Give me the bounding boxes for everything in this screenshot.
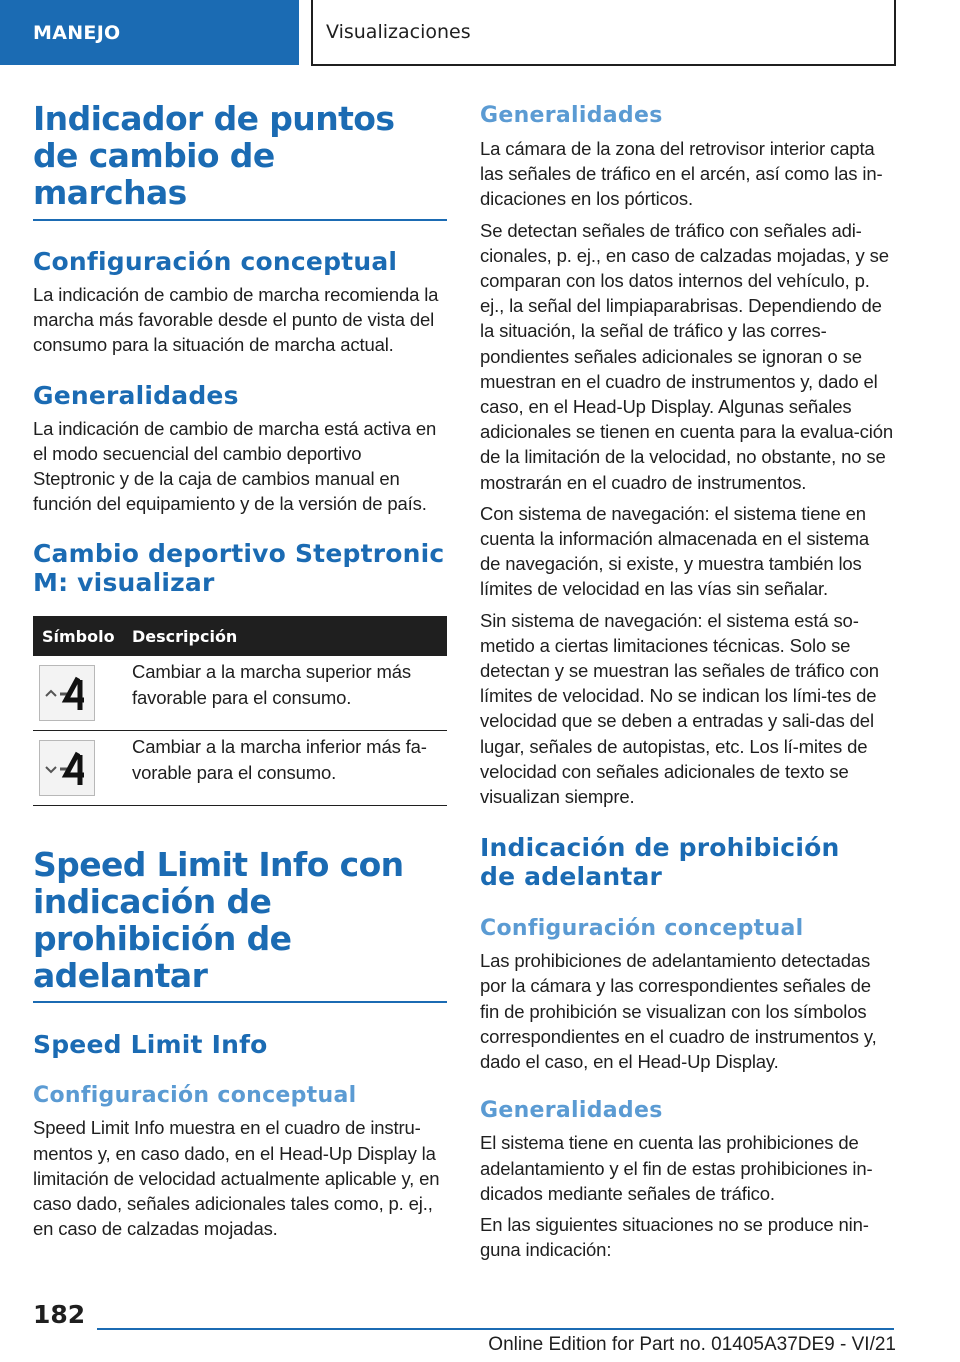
heading-steptronic: Cambio deportivo Steptronic M: visualizar <box>33 539 445 598</box>
paragraph-signs-detection: Se detectan señales de tráfico con señales adi-cionales, p. ej., en caso de calzadas mojadas, y se comparan con los datos internos del vehículo, p. ej., la señal del limpiaparabrisas. Dependiendo de la situación, la señal de tráfico y las corres-pondientes señales adicionales se ignoran o se muestran en el cuadro de instrumentos y, dado el caso, en el Head-Up Display. Algunas señales adicionales se tienen en cuenta para la evalua-ción de la limitación de la velocidad, no obstante, no se mostrarán en el cuadro de instrumentos. <box>480 219 893 493</box>
symbol-cell <box>33 731 132 805</box>
heading-speed-limit-info: Speed Limit Info con indicación de prohibición de adelantar <box>33 845 404 996</box>
subheading-general: Generalidades <box>480 1098 663 1124</box>
description-cell <box>132 656 447 730</box>
subheading-general: Generalidades <box>480 103 663 128</box>
gear-up-indicator-icon <box>39 665 95 721</box>
symbol-cell <box>33 656 132 730</box>
left-column <box>33 100 447 1241</box>
paragraph-general: La indicación de cambio de marcha está activa en el modo secuencial del cambio deportivo Steptronic y de la caja de cambios manual en función del equipamiento y de la versión de país. <box>33 417 437 515</box>
page-number: 182 <box>33 1300 86 1329</box>
symbol-description: Cambiar a la marcha inferior más fa-vorable para el consumo. <box>132 736 427 783</box>
footer-rule <box>97 1328 894 1330</box>
right-column <box>480 100 894 1262</box>
heading-concept: Configuración conceptual <box>33 247 398 276</box>
column-header-description: Descripción <box>132 626 238 646</box>
heading-general: Generalidades <box>33 380 239 410</box>
paragraph-concept: La indicación de cambio de marcha recomienda la marcha más favorable desde el punto de vista del consumo para la situación de marcha actual. <box>33 284 439 356</box>
table-row <box>33 656 447 731</box>
gear-down-indicator-icon <box>39 740 95 796</box>
paragraph-speed-limit-concept: Speed Limit Info muestra en el cuadro de instru-mentos y, en caso dado, en el Head-Up Display la limitación de velocidad actualmente aplicable y, en caso dado, señales adicionales tales como, p. ej., en caso de calzadas mojadas. <box>33 1117 440 1240</box>
footer-edition: Online Edition for Part no. 01405A37DE9 - VI/21 <box>488 1334 896 1355</box>
column-header-symbol: Símbolo <box>42 626 115 646</box>
paragraph-without-navigation: Sin sistema de navegación: el sistema está so-metido a ciertas limitaciones técnicas. Solo se detectan y se muestran las señales de tráfico con límites de velocidad. No se indican los lími-tes de velocidad que se deben a entradas y sali-das del lugar, señales de autopistas, etc. Los lí-mites de velocidad con señales adicionales de texto se visualizan siempre. <box>480 609 879 808</box>
section-title: Visualizaciones <box>311 0 896 66</box>
paragraph-with-navigation: Con sistema de navegación: el sistema tiene en cuenta la información almacenada en el sistema de navegación, si existe, y muestra también los límites de velocidad en las vías sin señalar. <box>480 502 870 600</box>
paragraph-no-overtaking-general: El sistema tiene en cuenta las prohibiciones de adelantamiento y el fin de estas prohibiciones in-dicados mediante señales de tráfico. <box>480 1132 873 1204</box>
description-cell <box>132 731 447 805</box>
subheading-concept: Configuración conceptual <box>480 916 804 942</box>
heading-rule <box>33 1001 447 1003</box>
heading-speed-limit: Speed Limit Info <box>33 1030 268 1060</box>
paragraph-no-overtaking-concept: Las prohibiciones de adelantamiento detectadas por la cámara y las correspondientes señales de fin de prohibición se visualizan con los símbolos correspondientes en el cuadro de instrumentos y, dado el caso, en el Head-Up Display. <box>480 950 877 1073</box>
table-row <box>33 731 447 806</box>
table-header <box>33 616 447 656</box>
paragraph-no-indication: En las siguientes situaciones no se produce nin-guna indicación: <box>480 1213 869 1261</box>
heading-rule <box>33 219 447 221</box>
subheading-concept: Configuración conceptual <box>33 1083 357 1109</box>
paragraph-camera: La cámara de la zona del retrovisor interior capta las señales de tráfico en el arcén, así como las in-dicaciones en los pórticos. <box>480 138 883 210</box>
heading-no-overtaking: Indicación de prohibición de adelantar <box>480 833 840 892</box>
chapter-tab: MANEJO <box>0 0 299 65</box>
symbol-table <box>33 616 447 806</box>
symbol-description: Cambiar a la marcha superior más favorable para el consumo. <box>132 661 411 708</box>
heading-gear-shift-indicator: Indicador de puntos de cambio de marchas <box>33 99 395 212</box>
